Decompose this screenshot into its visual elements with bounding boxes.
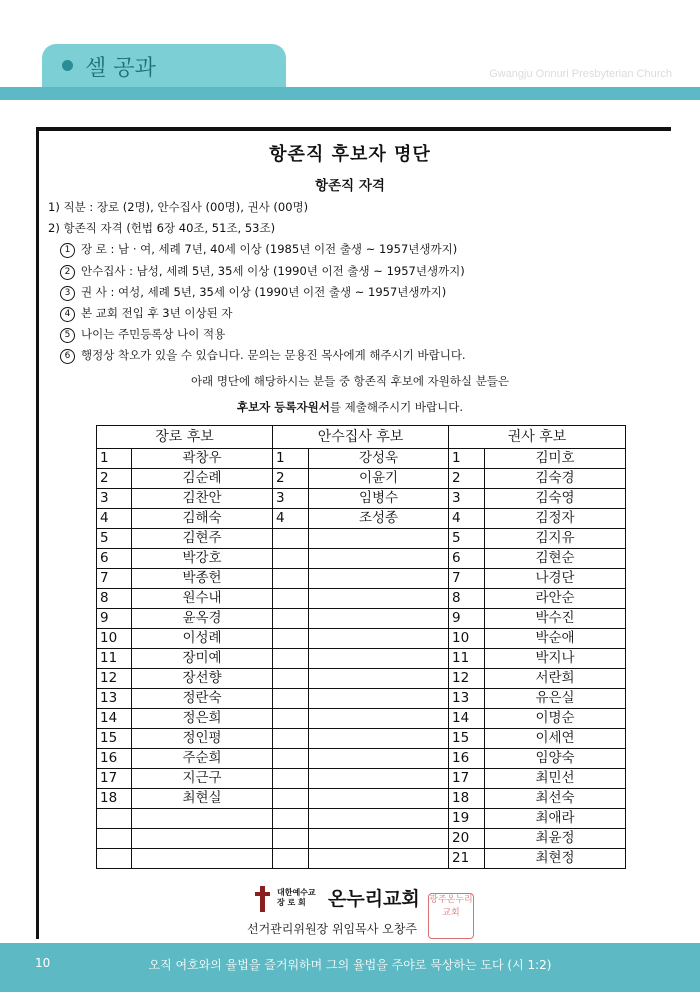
kwonsa-name: 라안순 — [485, 589, 626, 609]
deacon-number: 2 — [273, 469, 309, 489]
deacon-number: 3 — [273, 489, 309, 509]
sub-item-text: 나이는 주민등록상 나이 적용 — [81, 327, 226, 341]
kwonsa-name: 김지유 — [485, 529, 626, 549]
kwonsa-number: 8 — [449, 589, 485, 609]
elder-name — [132, 849, 273, 869]
sub-item-text: 장 로 : 남 · 여, 세례 7년, 40세 이상 (1985년 이전 출생 ~ 1957년생까지) — [81, 242, 458, 256]
sub-item-text: 안수집사 : 남성, 세례 5년, 35세 이상 (1990년 이전 출생 ~ 1957년생까지) — [81, 264, 465, 278]
deacon-name — [309, 829, 449, 849]
header-band — [0, 87, 700, 100]
elder-number — [97, 809, 132, 829]
elder-number: 11 — [97, 649, 132, 669]
kwonsa-number: 18 — [449, 789, 485, 809]
kwonsa-name: 김미호 — [485, 449, 626, 469]
deacon-name — [309, 749, 449, 769]
circled-number: 1 — [60, 243, 75, 258]
sub-item-text: 행정상 착오가 있을 수 있습니다. 문의는 문용진 목사에게 해주시기 바랍니다. — [81, 348, 466, 362]
elder-number: 4 — [97, 509, 132, 529]
kwonsa-name: 최민선 — [485, 769, 626, 789]
table-row — [97, 789, 626, 809]
elder-number — [97, 829, 132, 849]
deacon-name — [309, 569, 449, 589]
section-title: 셀 공과 — [85, 56, 156, 81]
kwonsa-number: 20 — [449, 829, 485, 849]
elder-name — [132, 829, 273, 849]
elder-number: 2 — [97, 469, 132, 489]
candidate-table — [96, 425, 626, 869]
elder-name — [132, 809, 273, 829]
kwonsa-name: 나경단 — [485, 569, 626, 589]
circled-number: 3 — [60, 286, 75, 301]
deacon-name — [309, 689, 449, 709]
table-row — [97, 589, 626, 609]
kwonsa-number: 11 — [449, 649, 485, 669]
elder-number: 9 — [97, 609, 132, 629]
elder-name: 김순례 — [132, 469, 273, 489]
elder-name: 윤옥경 — [132, 609, 273, 629]
deacon-number — [273, 709, 309, 729]
elder-name: 김해숙 — [132, 509, 273, 529]
page-number: 10 — [35, 956, 51, 970]
kwonsa-number: 2 — [449, 469, 485, 489]
table-row — [97, 609, 626, 629]
frame-left-border — [36, 127, 39, 939]
deacon-number — [273, 729, 309, 749]
document-subtitle: 항존직 자격 — [315, 178, 385, 194]
kwonsa-name: 최윤정 — [485, 829, 626, 849]
table-row — [97, 749, 626, 769]
deacon-number — [273, 669, 309, 689]
elder-number: 6 — [97, 549, 132, 569]
table-row — [97, 829, 626, 849]
kwonsa-number: 15 — [449, 729, 485, 749]
logo-name: 온누리교회 — [328, 888, 420, 910]
deacon-number — [273, 789, 309, 809]
deacon-name — [309, 849, 449, 869]
frame-top-border — [36, 127, 671, 131]
deacon-name: 이윤기 — [309, 469, 449, 489]
elder-name: 정은희 — [132, 709, 273, 729]
table-row — [97, 629, 626, 649]
qualification-item: 2) 항존직 자격 (헌법 6장 40조, 51조, 53조) — [48, 221, 276, 235]
deacon-number — [273, 629, 309, 649]
kwonsa-number: 7 — [449, 569, 485, 589]
table-row — [97, 449, 626, 469]
elder-name: 박종헌 — [132, 569, 273, 589]
deacon-name — [309, 669, 449, 689]
elder-number: 12 — [97, 669, 132, 689]
kwonsa-number: 5 — [449, 529, 485, 549]
deacon-number — [273, 529, 309, 549]
logo-small-line: 장 로 회 — [277, 898, 306, 907]
deacon-name — [309, 589, 449, 609]
kwonsa-name: 김숙경 — [485, 469, 626, 489]
kwonsa-number: 4 — [449, 509, 485, 529]
table-row — [97, 809, 626, 829]
kwonsa-number: 17 — [449, 769, 485, 789]
kwonsa-name: 임양숙 — [485, 749, 626, 769]
column-header: 안수집사 후보 — [273, 426, 449, 449]
kwonsa-name: 박수진 — [485, 609, 626, 629]
circled-number: 5 — [60, 328, 75, 343]
elder-number: 5 — [97, 529, 132, 549]
elder-number: 1 — [97, 449, 132, 469]
table-row — [97, 549, 626, 569]
table-row — [97, 509, 626, 529]
deacon-number — [273, 829, 309, 849]
circled-number: 6 — [60, 349, 75, 364]
kwonsa-name: 김숙영 — [485, 489, 626, 509]
elder-number: 3 — [97, 489, 132, 509]
table-row — [97, 769, 626, 789]
notice-rest: 를 제출해주시기 바랍니다. — [329, 400, 464, 414]
deacon-name: 조성종 — [309, 509, 449, 529]
sub-item — [60, 241, 457, 258]
kwonsa-name: 박지나 — [485, 649, 626, 669]
elder-name: 지근구 — [132, 769, 273, 789]
kwonsa-number: 10 — [449, 629, 485, 649]
deacon-name — [309, 649, 449, 669]
table-row — [97, 489, 626, 509]
deacon-name — [309, 729, 449, 749]
kwonsa-number: 6 — [449, 549, 485, 569]
deacon-number — [273, 809, 309, 829]
elder-number: 16 — [97, 749, 132, 769]
deacon-number — [273, 749, 309, 769]
kwonsa-number: 19 — [449, 809, 485, 829]
notice-bold: 후보자 등록자원서 — [236, 400, 330, 414]
elder-number: 10 — [97, 629, 132, 649]
sub-item — [60, 263, 465, 280]
deacon-number — [273, 769, 309, 789]
table-row — [97, 689, 626, 709]
kwonsa-number: 16 — [449, 749, 485, 769]
column-header: 장로 후보 — [97, 426, 273, 449]
column-header: 권사 후보 — [449, 426, 626, 449]
kwonsa-name: 김정자 — [485, 509, 626, 529]
deacon-number — [273, 569, 309, 589]
kwonsa-name: 최현정 — [485, 849, 626, 869]
elder-name: 원수내 — [132, 589, 273, 609]
circled-number: 2 — [60, 265, 75, 280]
kwonsa-name: 유은실 — [485, 689, 626, 709]
deacon-name: 강성욱 — [309, 449, 449, 469]
kwonsa-number: 9 — [449, 609, 485, 629]
elder-number: 17 — [97, 769, 132, 789]
kwonsa-number: 3 — [449, 489, 485, 509]
notice-line — [0, 399, 700, 415]
circled-number: 4 — [60, 307, 75, 322]
kwonsa-number: 1 — [449, 449, 485, 469]
document-title: 항존직 후보자 명단 — [269, 144, 431, 165]
table-row — [97, 649, 626, 669]
elder-name: 최현실 — [132, 789, 273, 809]
cross-icon — [255, 886, 270, 912]
kwonsa-name: 이명순 — [485, 709, 626, 729]
elder-name: 이성례 — [132, 629, 273, 649]
kwonsa-name: 박순애 — [485, 629, 626, 649]
logo-small-line: 대한예수교 — [277, 888, 316, 897]
table-row — [97, 709, 626, 729]
deacon-name — [309, 769, 449, 789]
elder-name: 정란숙 — [132, 689, 273, 709]
table-row — [97, 529, 626, 549]
kwonsa-number: 13 — [449, 689, 485, 709]
deacon-name: 임병수 — [309, 489, 449, 509]
deacon-number: 1 — [273, 449, 309, 469]
sub-item — [60, 326, 225, 343]
kwonsa-name: 최애라 — [485, 809, 626, 829]
table-row — [97, 729, 626, 749]
deacon-number: 4 — [273, 509, 309, 529]
sub-item-text: 권 사 : 여성, 세례 5년, 35세 이상 (1990년 이전 출생 ~ 1957년생까지) — [81, 285, 447, 299]
elder-name: 정인평 — [132, 729, 273, 749]
qualification-item: 1) 직분 : 장로 (2명), 안수집사 (00명), 권사 (00명) — [48, 200, 309, 214]
sub-item — [60, 284, 446, 301]
sub-item-text: 본 교회 전입 후 3년 이상된 자 — [81, 306, 233, 320]
deacon-number — [273, 549, 309, 569]
kwonsa-number: 14 — [449, 709, 485, 729]
elder-number: 18 — [97, 789, 132, 809]
elder-number: 14 — [97, 709, 132, 729]
deacon-name — [309, 609, 449, 629]
footer-band — [0, 943, 700, 992]
elder-number: 7 — [97, 569, 132, 589]
elder-number: 8 — [97, 589, 132, 609]
kwonsa-name: 이세연 — [485, 729, 626, 749]
deacon-name — [309, 789, 449, 809]
deacon-name — [309, 809, 449, 829]
logo-denomination — [277, 888, 316, 908]
bullet-dot-icon — [62, 60, 73, 71]
kwonsa-name: 김현순 — [485, 549, 626, 569]
official-seal: 광주온누리교회 — [428, 893, 474, 939]
deacon-number — [273, 689, 309, 709]
elder-name: 김찬안 — [132, 489, 273, 509]
table-body — [97, 449, 626, 869]
kwonsa-number: 21 — [449, 849, 485, 869]
kwonsa-number: 12 — [449, 669, 485, 689]
section-tab — [42, 44, 286, 87]
kwonsa-name: 서란희 — [485, 669, 626, 689]
deacon-number — [273, 589, 309, 609]
table-header-row — [97, 426, 626, 449]
table-row — [97, 669, 626, 689]
deacon-name — [309, 709, 449, 729]
sub-item — [60, 305, 232, 322]
table-row — [97, 569, 626, 589]
elder-number — [97, 849, 132, 869]
elder-name: 박강호 — [132, 549, 273, 569]
church-name-english: Gwangju Onnuri Presbyterian Church — [489, 68, 672, 80]
notice-line: 아래 명단에 해당하시는 분들 중 항존직 후보에 자원하실 분들은 — [190, 374, 510, 388]
deacon-name — [309, 529, 449, 549]
sub-item — [60, 347, 466, 364]
deacon-number — [273, 849, 309, 869]
deacon-number — [273, 649, 309, 669]
elder-number: 13 — [97, 689, 132, 709]
signer-line: 선거관리위원장 위임목사 오창주 — [247, 922, 417, 936]
elder-name: 주순희 — [132, 749, 273, 769]
deacon-name — [309, 629, 449, 649]
footer-verse: 오직 여호와의 율법을 즐거워하며 그의 율법을 주야로 묵상하는 도다 (시 1:2) — [148, 958, 552, 972]
deacon-number — [273, 609, 309, 629]
deacon-name — [309, 549, 449, 569]
elder-name: 곽창우 — [132, 449, 273, 469]
elder-name: 김현주 — [132, 529, 273, 549]
elder-number: 15 — [97, 729, 132, 749]
elder-name: 장선향 — [132, 669, 273, 689]
kwonsa-name: 최선숙 — [485, 789, 626, 809]
table-row — [97, 849, 626, 869]
elder-name: 장미예 — [132, 649, 273, 669]
table-row — [97, 469, 626, 489]
